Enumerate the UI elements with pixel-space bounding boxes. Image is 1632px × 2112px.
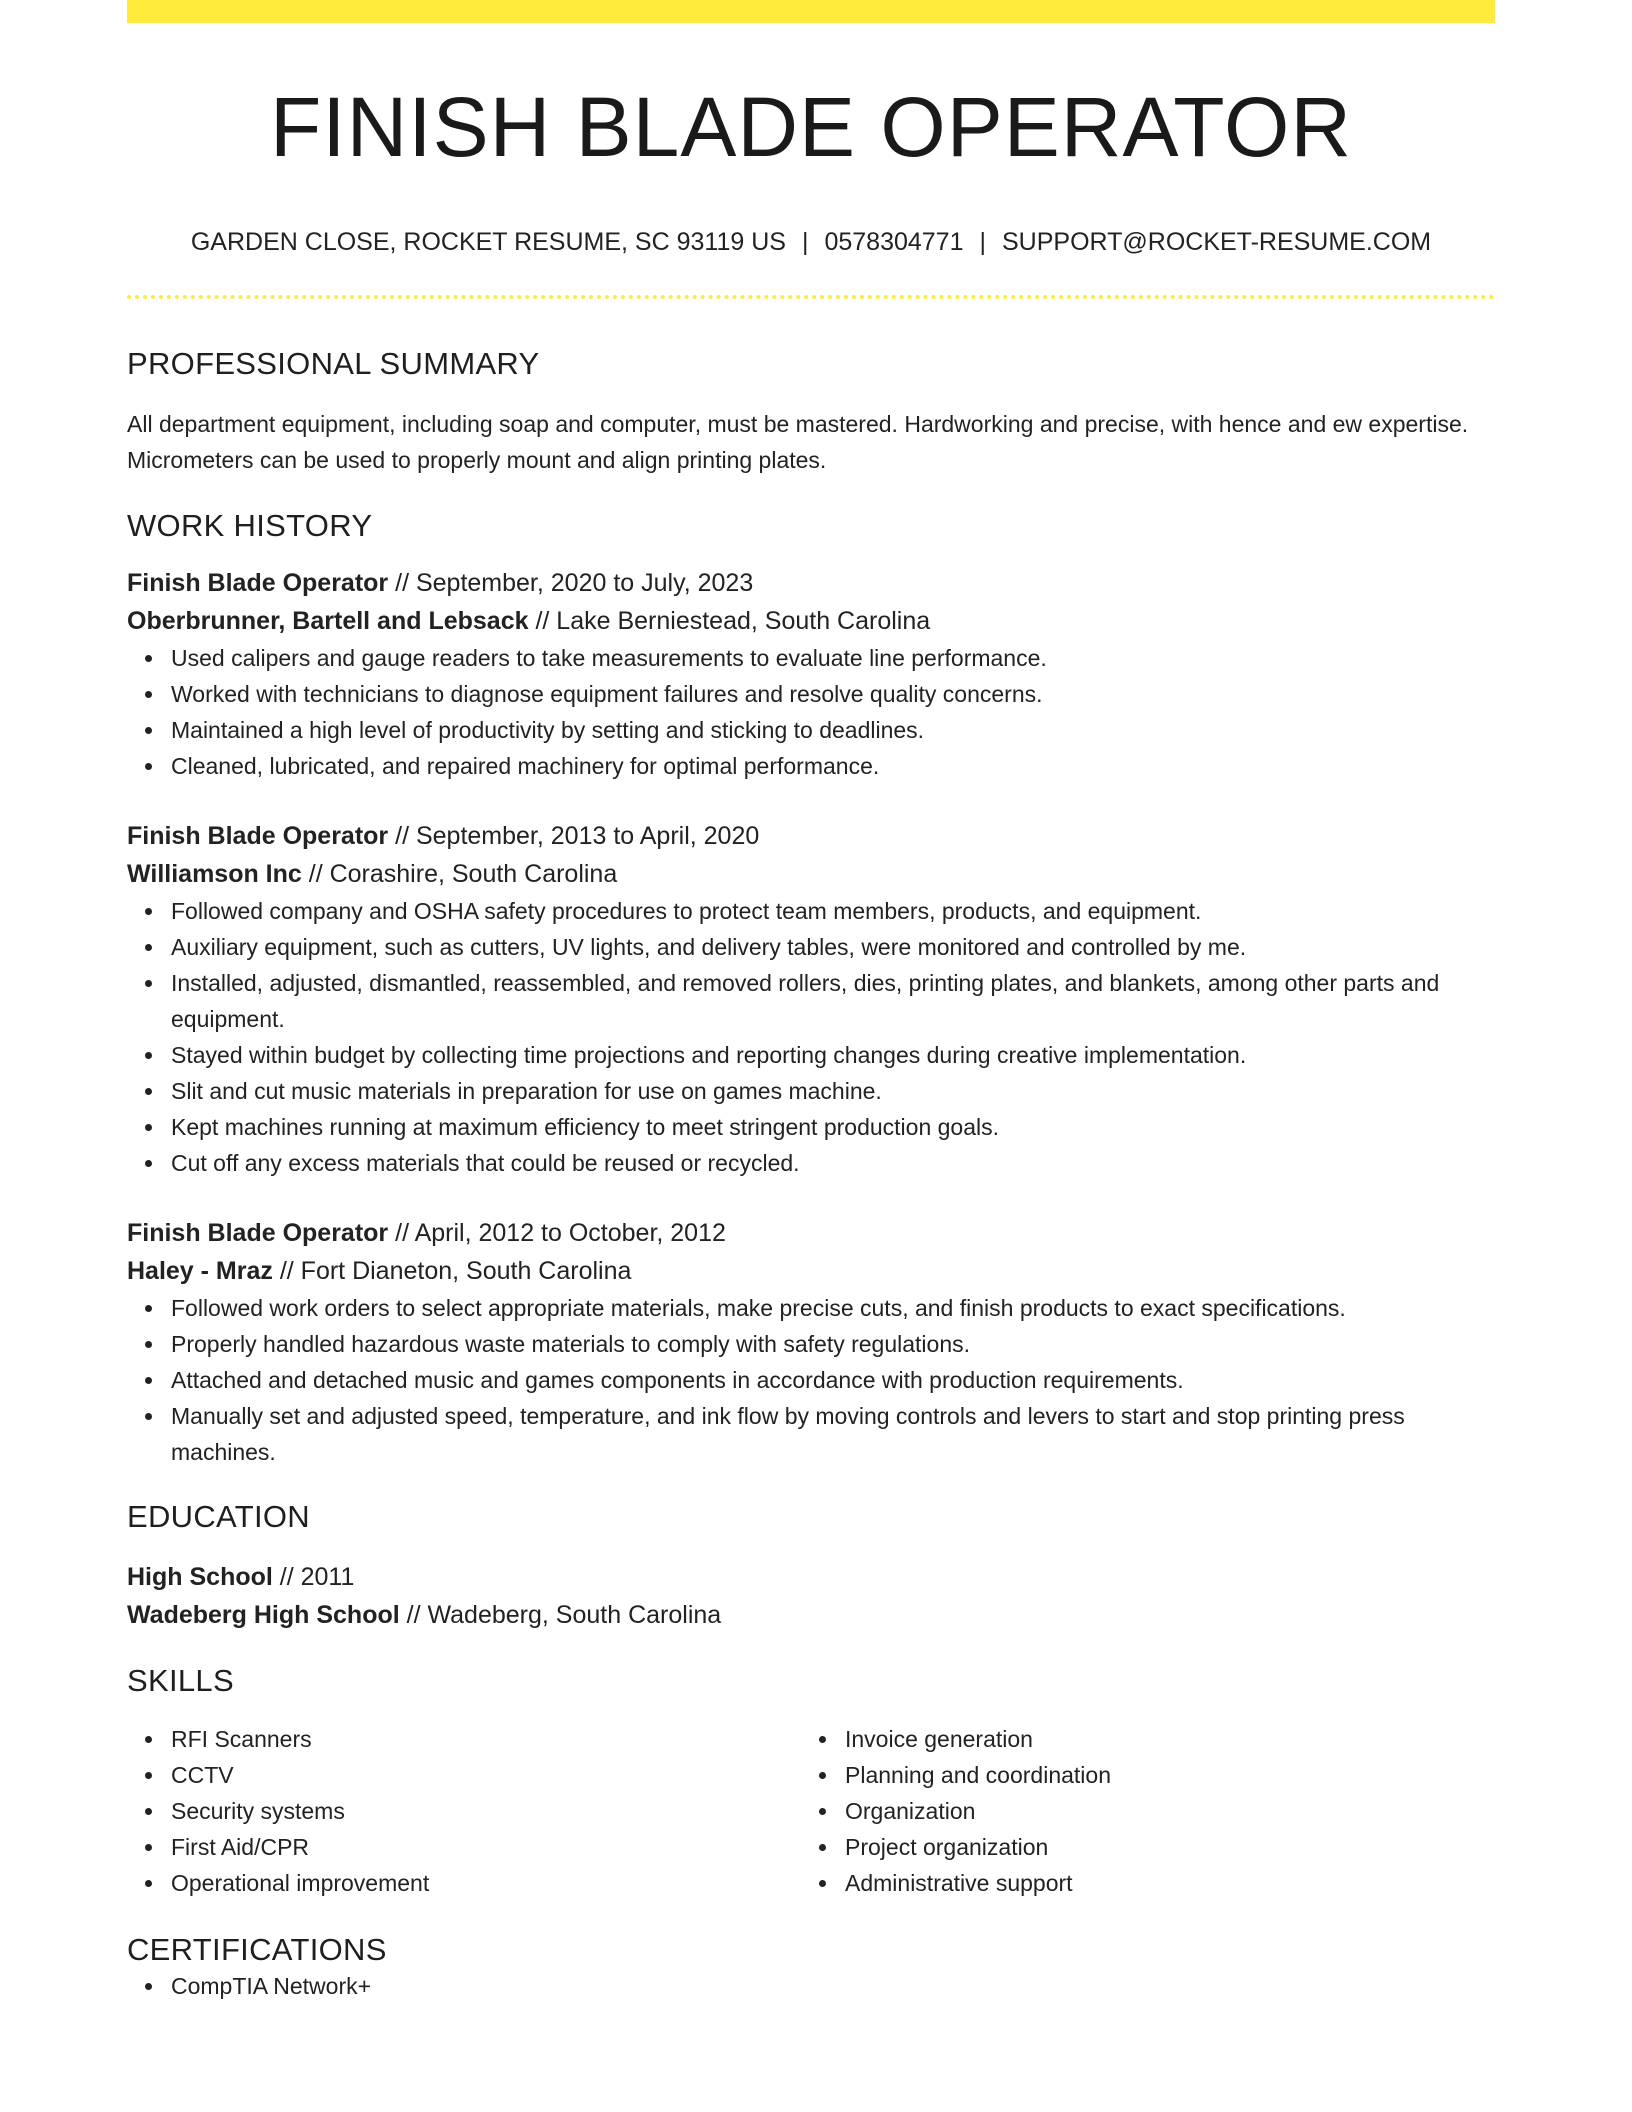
- contact-line: [127, 227, 1495, 257]
- skills-column-left: [127, 1721, 801, 1901]
- job-dates: // April, 2012 to October, 2012: [388, 1219, 726, 1247]
- education-degree: High School: [127, 1563, 273, 1591]
- education-degree-line: [127, 1558, 1495, 1596]
- job-title-line: [127, 817, 1495, 855]
- job-bullet: Used calipers and gauge readers to take measurements to evaluate line performance.: [171, 640, 1495, 676]
- job-title: Finish Blade Operator: [127, 1219, 389, 1247]
- job-location: // Lake Berniestead, South Carolina: [528, 607, 931, 635]
- skill-item: Security systems: [171, 1793, 801, 1829]
- skill-item: Planning and coordination: [845, 1757, 1475, 1793]
- job-bullet: Properly handled hazardous waste materials to comply with safety regulations.: [171, 1326, 1495, 1362]
- education-year: // 2011: [272, 1563, 355, 1591]
- summary-text: All department equipment, including soap and computer, must be mastered. Hardworking and precise, with hence and ew expertise. Micrometers can be used to properly mount and align printing plates.: [127, 411, 1469, 473]
- job-bullet: Manually set and adjusted speed, temperature, and ink flow by moving controls and levers to start and stop printing press machines.: [171, 1398, 1495, 1470]
- education-entry: [127, 1558, 1495, 1634]
- skill-item: RFI Scanners: [171, 1721, 801, 1757]
- job-bullet-list: [127, 893, 1495, 1181]
- job-location: // Corashire, South Carolina: [301, 860, 618, 888]
- skill-item: CCTV: [171, 1757, 801, 1793]
- job-bullet: Cleaned, lubricated, and repaired machinery for optimal performance.: [171, 748, 1495, 784]
- job-bullet: Auxiliary equipment, such as cutters, UV lights, and delivery tables, were monitored and controlled by me.: [171, 929, 1495, 965]
- certifications-list: [127, 1968, 1495, 2004]
- job-company: Oberbrunner, Bartell and Lebsack: [127, 607, 529, 635]
- job-bullet: Followed company and OSHA safety procedures to protect team members, products, and equipment.: [171, 893, 1495, 929]
- job-bullet: Cut off any excess materials that could be reused or recycled.: [171, 1145, 1495, 1181]
- skill-item: Invoice generation: [845, 1721, 1475, 1757]
- skills-list-right: [801, 1721, 1475, 1901]
- education-heading: EDUCATION: [127, 1499, 310, 1534]
- contact-phone: 0578304771: [824, 228, 964, 256]
- job-bullet: Followed work orders to select appropriate materials, make precise cuts, and finish products to exact specifications.: [171, 1290, 1495, 1326]
- accent-top-bar: [127, 0, 1495, 23]
- skills-grid: [127, 1721, 1495, 1901]
- job-company: Williamson Inc: [127, 860, 302, 888]
- job-title-line: [127, 564, 1495, 602]
- resume-page: [127, 0, 1495, 2004]
- education-school: Wadeberg High School: [127, 1601, 400, 1629]
- job-company-line: [127, 855, 1495, 893]
- dotted-divider: [127, 295, 1495, 299]
- job-bullet: Slit and cut music materials in preparation for use on games machine.: [171, 1073, 1495, 1109]
- job-entry: [127, 1214, 1495, 1470]
- job-location: // Fort Dianeton, South Carolina: [272, 1257, 632, 1285]
- skill-item: First Aid/CPR: [171, 1829, 801, 1865]
- contact-email[interactable]: SUPPORT@ROCKET-RESUME.COM: [1002, 228, 1432, 256]
- job-title: Finish Blade Operator: [127, 822, 389, 850]
- skill-item: Organization: [845, 1793, 1475, 1829]
- education-location: // Wadeberg, South Carolina: [399, 1601, 722, 1629]
- job-entry: [127, 564, 1495, 784]
- skill-item: Operational improvement: [171, 1865, 801, 1901]
- job-bullet: Kept machines running at maximum efficiency to meet stringent production goals.: [171, 1109, 1495, 1145]
- job-bullet: Attached and detached music and games components in accordance with production requirements.: [171, 1362, 1495, 1398]
- job-company: Haley - Mraz: [127, 1257, 273, 1285]
- job-company-line: [127, 602, 1495, 640]
- job-bullet-list: [127, 1290, 1495, 1470]
- job-title-line: [127, 1214, 1495, 1252]
- job-dates: // September, 2020 to July, 2023: [388, 569, 754, 597]
- job-entry: [127, 817, 1495, 1181]
- contact-address: GARDEN CLOSE, ROCKET RESUME, SC 93119 US: [190, 228, 786, 256]
- education-school-line: [127, 1596, 1495, 1634]
- certifications-heading: CERTIFICATIONS: [127, 1932, 387, 1967]
- job-bullet-list: [127, 640, 1495, 784]
- job-bullet: Installed, adjusted, dismantled, reassembled, and removed rollers, dies, printing plates, and blankets, among other parts and equipment.: [171, 965, 1495, 1037]
- job-bullet: Worked with technicians to diagnose equipment failures and resolve quality concerns.: [171, 676, 1495, 712]
- skill-item: Project organization: [845, 1829, 1475, 1865]
- work-history-heading: WORK HISTORY: [127, 508, 373, 543]
- job-dates: // September, 2013 to April, 2020: [388, 822, 760, 850]
- job-bullet: Maintained a high level of productivity by setting and sticking to deadlines.: [171, 712, 1495, 748]
- skills-column-right: [801, 1721, 1475, 1901]
- skills-heading: SKILLS: [127, 1663, 234, 1698]
- contact-separator: |: [979, 228, 986, 256]
- summary-heading: PROFESSIONAL SUMMARY: [127, 346, 540, 381]
- job-company-line: [127, 1252, 1495, 1290]
- candidate-name: FINISH BLADE OPERATOR: [269, 80, 1353, 174]
- job-title: Finish Blade Operator: [127, 569, 389, 597]
- skill-item: Administrative support: [845, 1865, 1475, 1901]
- skills-list-left: [127, 1721, 801, 1901]
- certification-item: CompTIA Network+: [171, 1968, 1495, 2004]
- job-bullet: Stayed within budget by collecting time projections and reporting changes during creative implementation.: [171, 1037, 1495, 1073]
- contact-separator: |: [801, 228, 809, 256]
